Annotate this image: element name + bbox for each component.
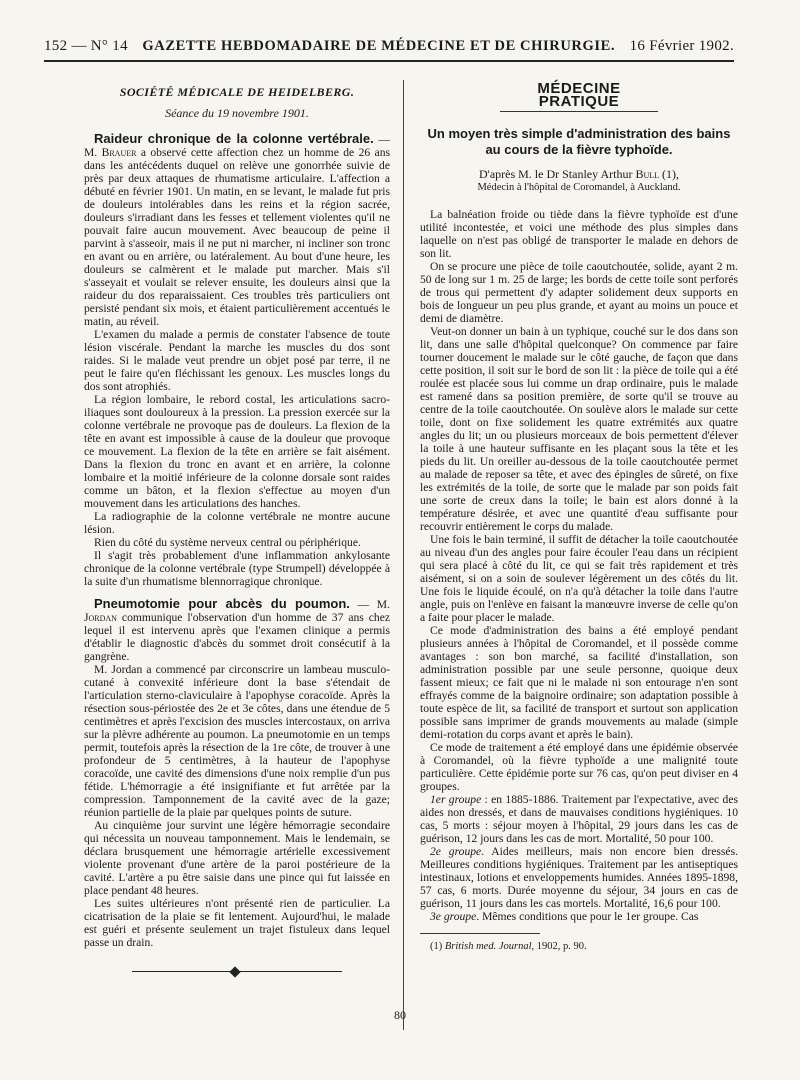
article-1-text: a observé cette affection chez un homme de 26 ans dans les antécédents duquel on relève une gonorrhée suivie de près par deux attaques de rhumatisme articulaire. L'affection a débuté en février 1901. Un matin, en se levant, le malade fut pris de douleurs intolérables dans les reins et la région sacrée, douleurs s'irradiant dans les fesses et tellement violentes qu'il ne pouvait faire aucun mouvement. Avec beaucoup de peine il parvint à s'asseoir, mais il ne put ni marcher, ni incliner son tronc en avant ou en arrière, ou latéralement. Au bout d'une heure, les douleurs se calmèrent et le malade put marcher. Mais s'il s'asseyait et voulait se relever ensuite, les douleurs ainsi que la raideur du dos reparaissaient. Ces troubles très particuliers ont persisté pendant six mois, et étaient particulièrement accentués le matin, au réveil. (84, 146, 391, 328)
article-1-para-1 (84, 132, 390, 328)
group-2 (420, 845, 738, 910)
footnote-journal: British med. Journal (444, 941, 532, 952)
header-rule (44, 60, 734, 62)
article-2-para-3: Au cinquième jour survint une légère hémorragie secondaire qui nécessita un nouveau tamponnement. Mais le lendemain, se déclara brusquement une hémorragie artérielle excessivement violente provenant d'une artère de la paroi postérieure de la cavité. L'artère a pu être saisie dans une pince qui fut laissée en place pendant 48 heures. (84, 819, 390, 897)
source-prefix: D'après M. le Dr Stanley Arthur (478, 167, 636, 181)
article-1-para-2: L'examen du malade a permis de constater l'absence de toute lésion viscérale. Pendant la marche les muscles du dos sont raides. Si le malade veut prendre un objet posé par terre, il ne peut le faire qu'en fléchissant les genoux. Les muscles longs du dos sont atrophiés. (84, 328, 390, 393)
group-2-text: . Aides meilleurs, mais non encore bien dressés. Meilleures conditions hygiéniques. Traitement par les antiseptiques intestinaux, lotions et enveloppements humides. Années 1895-1898, 57 cas, 6 morts. Durée moyenne du séjour, 34 jours en cas de guérison, 11 jours dans les cas mortels. Mortalité, 16,6 pour 100. (420, 845, 738, 910)
group-3-label: 3e groupe (430, 910, 477, 923)
journal-title: GAZETTE HEBDOMADAIRE DE MÉDECINE ET DE CHIRURGIE. (142, 38, 616, 54)
article-1-author: Brauer (101, 146, 137, 159)
article-1-para-5: Rien du côté du système nerveux central ou périphérique. (94, 536, 361, 549)
page-number: 80 (394, 1008, 406, 1022)
article-3-para-5: Ce mode d'administration des bains a été employé pendant plusieurs années à l'hôpital de Coromandel, et il possède comme avantages : son bon marché, sa facilité d'installation, son administration possible par une seule personne, quoique deux fassent mieux; ce fait que ni le malade ni son entourage n'en sont effrayés comme de la baignoire ordinaire; son adaptation possible à toute espèce de lit, sa facilité de transport et surtout son application possible sans imprimer de grands mouvements au malade (simple demi-rotation du corps avant et après le bain). (420, 624, 738, 741)
article-3-para-4: Une fois le bain terminé, il suffit de détacher la toile caoutchoutée au niveau d'un des angles pour faire écouler l'eau dans un récipient qui sera placé à côté du lit, ce qui se fait très rapidement et très aisément, si on a soin de soulever légèrement un des côtés du lit. Une fois le liquide écoulé, on n'a qu'à détacher la toile dans l'autre angle, puis on l'enlève en faisant la manœuvre inverse de celle qu'on a faite pour placer le malade. (420, 533, 738, 624)
group-1 (420, 793, 738, 845)
article-2-title: Pneumotomie pour abcès du poumon. (94, 596, 350, 611)
article-3-title: Un moyen très simple d'administration des bains au cours de la fièvre typhoïde. (427, 126, 731, 157)
society-heading: SOCIÉTÉ MÉDICALE DE HEIDELBERG. (119, 85, 355, 99)
article-2-para-1 (84, 597, 390, 663)
issue-date: 16 Février 1902. (629, 38, 734, 54)
author-affiliation: Médecin à l'hôpital de Coromandel, à Auckland. (477, 182, 681, 193)
article-1-para-3: La région lombaire, le rebord costal, les articulations sacro-iliaques sont douloureux à la pression. La pression exercée sur la colonne vertébrale ne provoque pas de douleurs. La flexion de la tête en avant est impossible à cause de la douleur que provoque ce mouvement. La flexion de la tête en arrière se fait aisément. Dans la flexion du tronc en avant et en arrière, la colonne lombaire et la moitié inférieure de la colonne dorsale sont raides comme un bâton, et la flexion s'effectue au moyen d'un mouvement dans les articulations des hanches. (84, 393, 390, 510)
article-2-text: communique l'observation d'un homme de 37 ans chez lequel il est intervenu après que l'examen clinique a permis d'établir le diagnostic d'abcès du sommet droit consécutif à la gangrène. (84, 611, 390, 663)
right-column (420, 82, 738, 953)
article-1-lead: — M. (84, 133, 390, 159)
footnote-rule (420, 933, 540, 934)
group-1-label: 1er groupe (430, 793, 482, 806)
page-issue: 152 — N° 14 (44, 38, 128, 54)
article-3-para-6: Ce mode de traitement a été employé dans une épidémie observée à Coromandel, où la fièvre typhoïde a une malignité toute particulière. Cette épidémie porte sur 76 cas, qu'on peut diviser en 4 groupes. (420, 741, 738, 793)
group-2-label: 2e groupe (430, 845, 482, 858)
article-2-para-4: Les suites ultérieures n'ont présenté rien de particulier. La cicatrisation de la plaie se fit lentement. Aujourd'hui, le malade est guéri et présente seulement un trajet fistuleux dans lequel passe un drain. (84, 897, 390, 949)
article-2-lead: — M. (349, 598, 390, 611)
end-ornament (132, 967, 342, 977)
article-3-para-3: Veut-on donner un bain à un typhique, couché sur le dos dans son lit, dans une salle d'hôpital quelconque? On commence par faire tourner doucement le malade sur le côté gauche, de façon que dans cette position, il soit sur le bord de son lit : la pièce de toile qui a été roulée est placée sous lui comme un drap ordinaire, puis le malade est ramené dans sa position première, de sorte qu'il se trouve au centre de la toile caoutchoutée. On soulève alors le malade sur cette toile, dont on fixe solidement les quatre extrémités aux quatre angles du lit; un ou plusieurs morceaux de bois permettent d'élever la toile à une hauteur suffisante en les plaçant sous la tête et les pieds du lit. Un oreiller au-dessous de la toile caoutchoutée permet au malade de reposer sa tête, et avec des épingles de sûreté, on fixe les extrémités de la toile, de sorte que le malade par son poids fait une sorte de creux dans la toile; le bain est alors donné à la température désirée, et avec une quantité d'eau suffisante pour recouvrir entièrement le corps du malade. (420, 325, 738, 533)
section-heading: MÉDECINE PRATIQUE (500, 82, 658, 112)
article-1-title: Raideur chronique de la colonne vertébrale. (94, 131, 374, 146)
source-author: Bull (635, 167, 660, 181)
group-1-text: : en 1885-1886. Traitement par l'expectative, avec des aides non dressés, et dans de mauvaises conditions hygiéniques. 10 cas, 5 morts : séjour moyen à l'hôpital, 29 jours dans les cas de guérison, 12 jours dans les cas de mort. Mortalité, 50 pour 100. (420, 793, 738, 845)
footnote-reference: , 1902, p. 90. (531, 941, 587, 952)
article-3-para-1: La balnéation froide ou tiède dans la fièvre typhoïde est d'une utilité incontestée, et voici une méthode des plus simples dans laquelle on n'est pas obligé de transporter le malade en dehors de son lit. (420, 208, 738, 260)
source-suffix: (1), (659, 167, 680, 181)
group-3 (420, 910, 738, 923)
article-2-para-2: M. Jordan a commencé par circonscrire un lambeau musculo-cutané à convexité inférieure dont la base s'étendait de l'articulation sterno-claviculaire à l'apophyse coracoïde. Après la résection sous-périostée des 2e et 3e côtes, dans une étendue de 5 centimètres et après l'excision des muscles intercostaux, on arriva sur la plèvre adhérente au poumon. La pneumotomie en un temps permit, toutefois après la résection de la 1re côte, de trouver à une profondeur de 5 centimètres, à la hauteur de l'apophyse coracoïde, une cavité des dimensions d'une noix remplie d'un pus fétide. L'hémorragie a été insignifiante et fut arrêtée par la compression. Tamponnement de la cavité avec de la gaze; réunion partielle de la plaie par quelques points de suture. (84, 663, 390, 819)
article-3-source (420, 168, 738, 181)
article-1-para-6: Il s'agit très probablement d'une inflammation ankylosante chronique de la colonne vertébrale (type Strumpell) développée à la suite d'un rhumatisme blennorragique chronique. (84, 549, 390, 588)
footnote (420, 940, 738, 953)
session-date: Séance du 19 novembre 1901. (165, 106, 309, 120)
article-2-author: Jordan (84, 611, 117, 624)
article-1-para-4: La radiographie de la colonne vertébrale ne montre aucune lésion. (84, 510, 390, 536)
article-3-para-2: On se procure une pièce de toile caoutchoutée, solide, ayant 2 m. 50 de long sur 1 m. 25 de large; les bords de cette toile sont perforés de trous qui permettent d'y adapter solidement deux supports en bois de longueur un peu plus grande, et ayant au moins un pouce et demi de diamètre. (420, 260, 738, 325)
column-divider (403, 80, 404, 1030)
left-column (84, 82, 390, 977)
footnote-number: (1) (430, 941, 445, 952)
group-3-text: . Mêmes conditions que pour le 1er groupe. Cas (476, 910, 699, 923)
running-head (44, 38, 734, 58)
